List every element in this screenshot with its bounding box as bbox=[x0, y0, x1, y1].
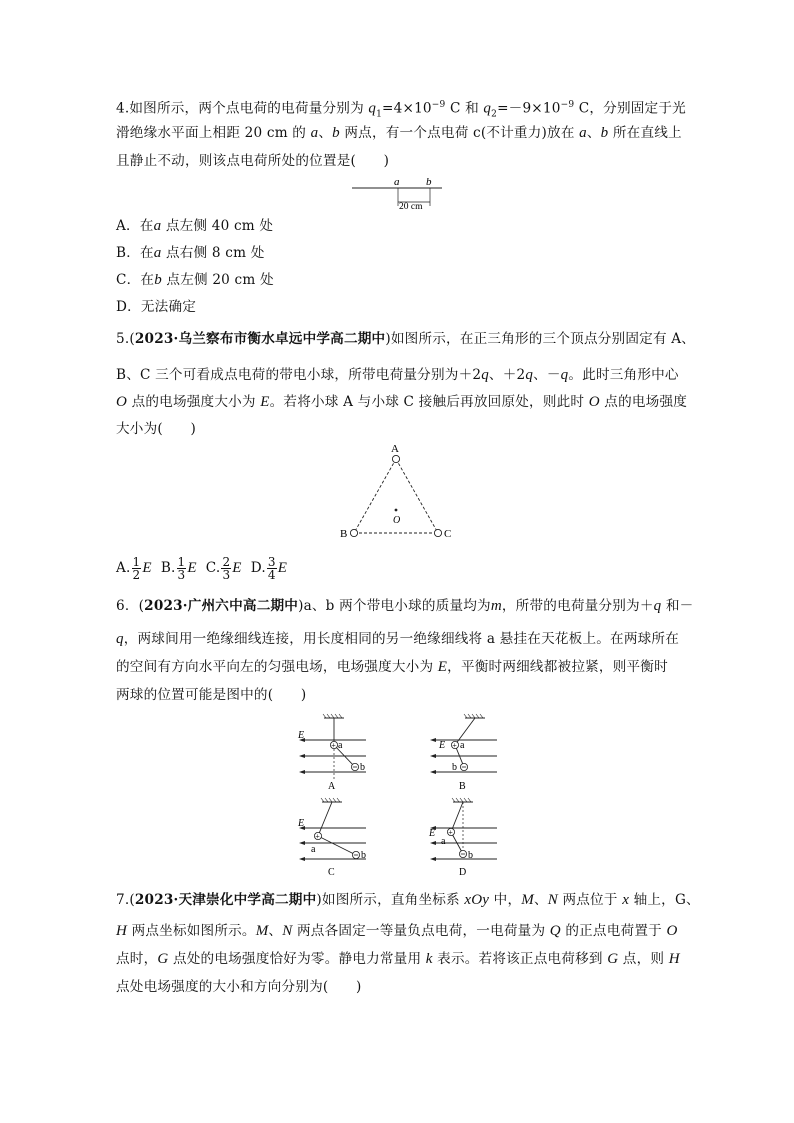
svg-text:E: E bbox=[298, 730, 305, 741]
q7-stem-line4: 点处电场强度的大小和方向分别为( ) bbox=[116, 979, 362, 995]
svg-text:b: b bbox=[468, 850, 473, 861]
svg-text:a: a bbox=[338, 740, 343, 751]
q5-label-b: B bbox=[340, 528, 348, 540]
q6-figure-c[interactable] bbox=[294, 796, 374, 878]
q6-stem-line2: q，两球间用一绝缘细线连接，用长度相同的另一绝缘细线将 a 悬挂在天花板上。在两球所在 bbox=[116, 631, 680, 647]
q5-stem-line2: B、C 三个可看成点电荷的带电小球，所带电荷量分别为＋2q、＋2q、－q。此时三角形中心 bbox=[116, 367, 679, 383]
q4-figure bbox=[350, 176, 445, 210]
q5-stem-line3: O 点的电场强度大小为 E。若将小球 A 与小球 C 接触后再放回原处，则此时 O 点的电场强度 bbox=[116, 394, 688, 410]
q5-source: 2023·乌兰察布市衡水卓远中学高二期中 bbox=[134, 331, 386, 347]
q4-option-a[interactable]: A．在a 点左侧 40 cm 处 bbox=[116, 218, 274, 234]
svg-text:+: + bbox=[331, 740, 336, 750]
q5-option-d[interactable]: D. $\frac{3}{4}$ E bbox=[250, 555, 288, 582]
q7-source: 2023·天津崇化中学高二期中 bbox=[134, 892, 317, 908]
q5-label-o: O bbox=[393, 515, 401, 526]
svg-text:b: b bbox=[360, 762, 365, 773]
q6-figure-b[interactable] bbox=[425, 712, 505, 792]
q4-option-d[interactable]: D．无法确定 bbox=[116, 299, 197, 315]
q7-stem-line2: H 两点坐标如图所示。M、N 两点各固定一等量负点电荷，一电荷量为 Q 的正点电荷置于 O bbox=[116, 923, 678, 939]
q6-stem-line1: 6．(2023·广州六中高二期中)a、b 两个带电小球的质量均为m，所带的电荷量分别为＋q 和－ bbox=[116, 598, 694, 614]
q5-ball-b bbox=[350, 529, 357, 536]
q5-triangle-figure bbox=[336, 440, 460, 544]
svg-text:b: b bbox=[361, 850, 366, 861]
svg-text:+: + bbox=[452, 740, 457, 750]
q5-label-a: A bbox=[391, 443, 399, 455]
svg-text:b: b bbox=[452, 762, 457, 773]
q6-source: 2023·广州六中高二期中 bbox=[144, 598, 299, 614]
q4-label-a: a bbox=[394, 176, 400, 188]
q5-options bbox=[116, 555, 287, 581]
q6-figure-d[interactable] bbox=[425, 796, 505, 878]
q5-stem-line1: 5.(2023·乌兰察布市衡水卓远中学高二期中)如图所示，在正三角形的三个顶点分别固定有 A、 bbox=[116, 331, 696, 347]
q7-stem-line3: 点时，G 点处的电场强度恰好为零。静电力常量用 k 表示。若将该正点电荷移到 G 点，则 H bbox=[116, 951, 680, 967]
svg-text:+: + bbox=[315, 831, 320, 841]
q7-stem-line1: 7.(2023·天津崇化中学高二期中)如图所示，直角坐标系 xOy 中，M、N 两点位于 x 轴上，G、 bbox=[116, 892, 700, 908]
q5-option-a[interactable]: A. $\frac{1}{2}$ E bbox=[116, 555, 152, 582]
q4-stem-line1: 4.如图所示，两个点电荷的电荷量分别为 $q_1=4\times 10^{-9}$ C 和 $q_2=-9\times 10^{-9}$ C，分别固定于光 bbox=[116, 100, 686, 120]
q5-ball-a bbox=[392, 455, 399, 462]
q6-stem-line3: 的空间有方向水平向左的匀强电场，电场强度大小为 E，平衡时两细线都被拉紧，则平衡时 bbox=[116, 659, 668, 675]
q5-ball-c bbox=[434, 529, 441, 536]
q6-caption-b: B bbox=[459, 781, 466, 792]
svg-text:+: + bbox=[448, 827, 453, 837]
q6-caption-a: A bbox=[328, 781, 336, 792]
q5-center-dot bbox=[395, 509, 398, 512]
q5-label-c: C bbox=[444, 528, 452, 540]
svg-text:a: a bbox=[311, 844, 316, 855]
q4-label-b: b bbox=[426, 176, 432, 188]
q4-label-distance: 20 cm bbox=[399, 202, 423, 210]
svg-text:E: E bbox=[298, 818, 305, 829]
svg-text:a: a bbox=[441, 836, 446, 847]
q6-stem-line4: 两球的位置可能是图中的( ) bbox=[116, 687, 307, 703]
svg-text:E: E bbox=[439, 740, 446, 751]
q6-figure-a[interactable] bbox=[294, 712, 374, 792]
svg-text:E: E bbox=[429, 828, 436, 839]
q4-stem-line3: 且静止不动，则该点电荷所处的位置是( ) bbox=[116, 153, 390, 169]
q4-option-b[interactable]: B．在a 点右侧 8 cm 处 bbox=[116, 245, 265, 261]
q4-stem-line2: 滑绝缘水平面上相距 20 cm 的 a、b 两点，有一个点电荷 c(不计重力)放在 a、b 所在直线上 bbox=[116, 125, 682, 141]
q4-option-c[interactable]: C．在b 点左侧 20 cm 处 bbox=[116, 272, 274, 288]
q6-caption-c: C bbox=[328, 867, 335, 878]
q5-stem-line4: 大小为( ) bbox=[116, 421, 196, 437]
q5-option-b[interactable]: B. $\frac{1}{3}$ E bbox=[160, 555, 197, 582]
q6-caption-d: D bbox=[459, 867, 467, 878]
svg-text:a: a bbox=[460, 740, 465, 751]
q5-option-c[interactable]: C. $\frac{2}{3}$ E bbox=[205, 555, 242, 582]
